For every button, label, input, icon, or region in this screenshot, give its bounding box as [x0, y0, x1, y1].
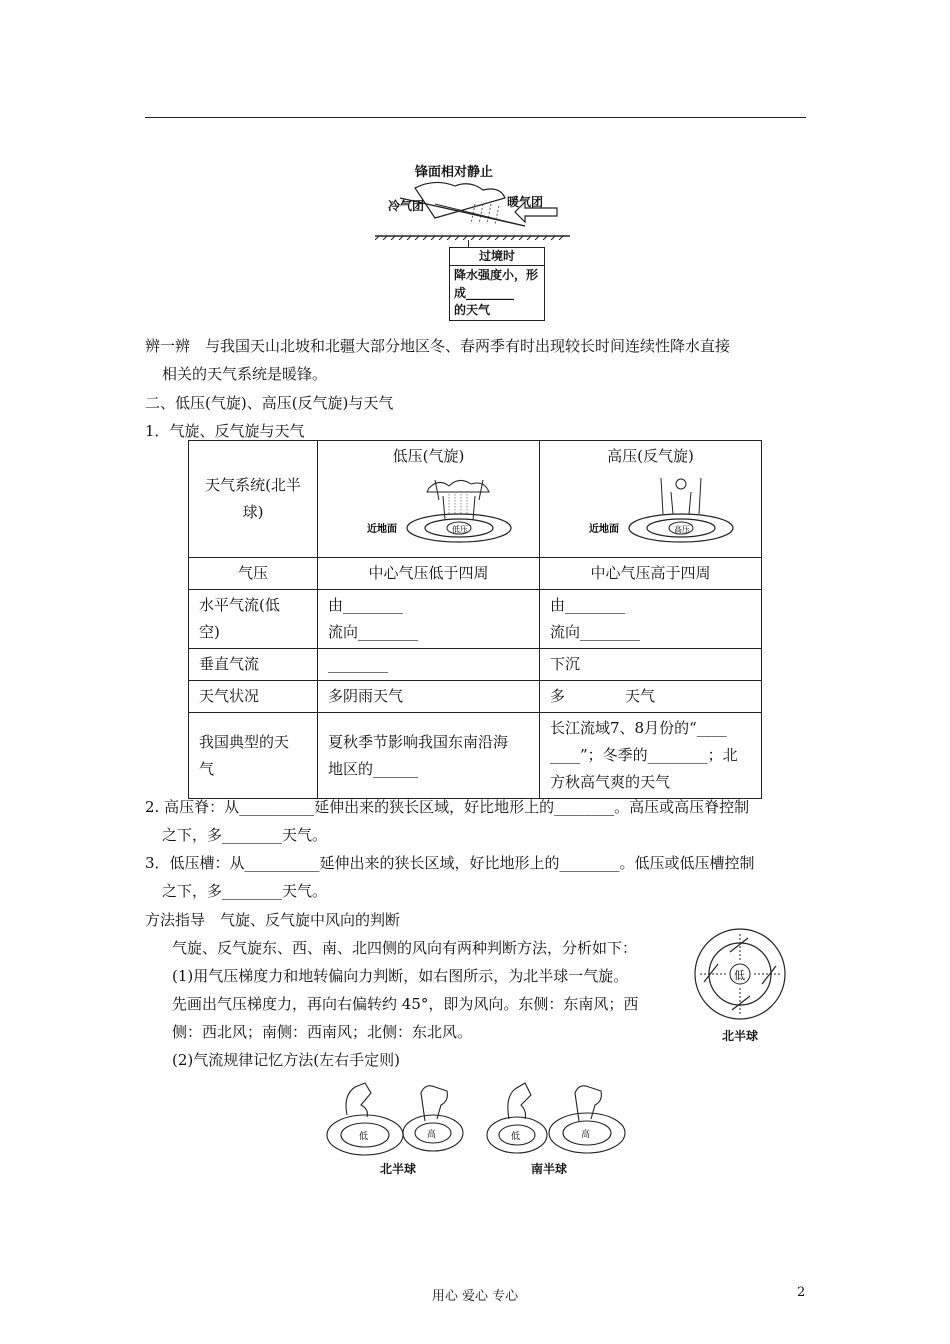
high-center-label: 高压 — [673, 525, 690, 534]
weather-table — [188, 440, 762, 799]
row-vertical-low: ________ — [318, 649, 540, 681]
identify-line1: 辨一辨 与我国天山北坡和北疆大部分地区冬、春两季有时出现较长时间连续性降水直接 — [145, 337, 731, 355]
header-low-cell — [318, 441, 540, 558]
sub1-title: 1．气旋、反气旋与天气 — [145, 422, 305, 440]
page-footer: 用心 爱心 专心 — [431, 1289, 519, 1304]
header-high-cell — [540, 441, 762, 558]
cyclone-caption: 北半球 — [722, 1029, 759, 1043]
header-rule — [145, 117, 806, 118]
table-row — [189, 590, 762, 649]
table-row — [189, 681, 762, 713]
identify-line2: 相关的天气系统是暖锋。 — [162, 365, 328, 383]
header-system-line1: 天气系统(北半 — [205, 476, 301, 494]
front-info-box — [449, 247, 545, 321]
row-typical-label: 我国典型的天 气 — [189, 713, 318, 799]
hand-low2: 低 — [511, 1132, 521, 1142]
item2-line2: 之下，多________天气。 — [162, 826, 328, 844]
cyclone-center-label: 低 — [734, 969, 745, 982]
hand-low1: 低 — [359, 1132, 369, 1142]
method-p2: (1)用气压梯度力和地转偏向力判断，如右图所示，为北半球一气旋。 — [172, 967, 629, 985]
item2-line1: 2. 高压脊：从__________延伸出来的狭长区域，好比地形上的________。高压或高压脊控制 — [145, 798, 750, 816]
row-weather-low: 多阴雨天气 — [318, 681, 540, 713]
row-horizontal-low: 由________ 流向________ — [318, 590, 540, 649]
cyclone-wind-diagram — [690, 926, 790, 1022]
hand-high2: 高 — [581, 1130, 591, 1140]
row-horizontal-high: 由________ 流向________ — [540, 590, 762, 649]
ground-label-low: 近地面 — [366, 524, 397, 535]
row-pressure-low: 中心气压低于四周 — [318, 558, 540, 590]
warm-air-label: 暖气团 — [507, 195, 544, 209]
row-pressure-label: 气压 — [189, 558, 318, 590]
caption-south: 南半球 — [531, 1162, 568, 1176]
row-weather-label: 天气状况 — [189, 681, 318, 713]
header-low-label: 低压(气旋) — [392, 447, 465, 465]
method-p4: 侧：西北风；南侧：西南风；北侧：东北风。 — [172, 1023, 473, 1041]
table-row — [189, 558, 762, 590]
row-pressure-high: 中心气压高于四周 — [540, 558, 762, 590]
table-row — [189, 713, 762, 799]
anticyclone-diagram — [551, 470, 751, 546]
method-p1: 气旋、反气旋东、西、南、北四侧的风向有两种判断方法，分析如下： — [172, 939, 638, 957]
box-header: 过境时 — [450, 248, 544, 266]
header-system-cell — [189, 441, 318, 558]
method-p5: (2)气流规律记忆方法(左右手定则) — [172, 1051, 400, 1069]
row-vertical-label: 垂直气流 — [189, 649, 318, 681]
box-line1: 降水强度小，形 — [454, 268, 539, 282]
item3-line1: 3．低压槽：从__________延伸出来的狭长区域，好比地形上的________。低压或低压槽控制 — [145, 854, 755, 872]
box-line2: 成________ — [454, 286, 515, 300]
front-title: 锋面相对静止 — [415, 165, 494, 180]
low-center-label: 低压 — [451, 525, 468, 534]
cyclone-diagram — [339, 470, 519, 546]
row-typical-low: 夏秋季节影响我国东南沿海 地区的______ — [318, 713, 540, 799]
row-typical-high: 长江流域7、8月份的“____ ____”；冬季的________；北 方秋高气爽的天气 — [540, 713, 762, 799]
box-line3: 的天气 — [454, 303, 491, 317]
header-high-label: 高压(反气旋) — [607, 447, 694, 465]
method-title: 方法指导 气旋、反气旋中风向的判断 — [145, 911, 401, 929]
hand-rule-diagram — [325, 1075, 635, 1165]
ground-label-high: 近地面 — [588, 524, 619, 535]
cold-air-label: 冷气团 — [388, 199, 425, 213]
item3-line2: 之下，多________天气。 — [162, 882, 328, 900]
row-vertical-high: 下沉 — [540, 649, 762, 681]
row-weather-high: 多 天气 — [540, 681, 762, 713]
header-system-line2: 球) — [242, 503, 264, 521]
section2-title: 二、低压(气旋)、高压(反气旋)与天气 — [145, 394, 394, 412]
table-header-row — [189, 441, 762, 558]
caption-north: 北半球 — [380, 1162, 417, 1176]
row-horizontal-label: 水平气流(低 空) — [189, 590, 318, 649]
table-row — [189, 649, 762, 681]
hand-high1: 高 — [427, 1130, 437, 1140]
method-p3: 先画出气压梯度力，再向右偏转约 45°，即为风向。东侧：东南风；西 — [172, 995, 639, 1013]
page-number: 2 — [797, 1285, 806, 1300]
